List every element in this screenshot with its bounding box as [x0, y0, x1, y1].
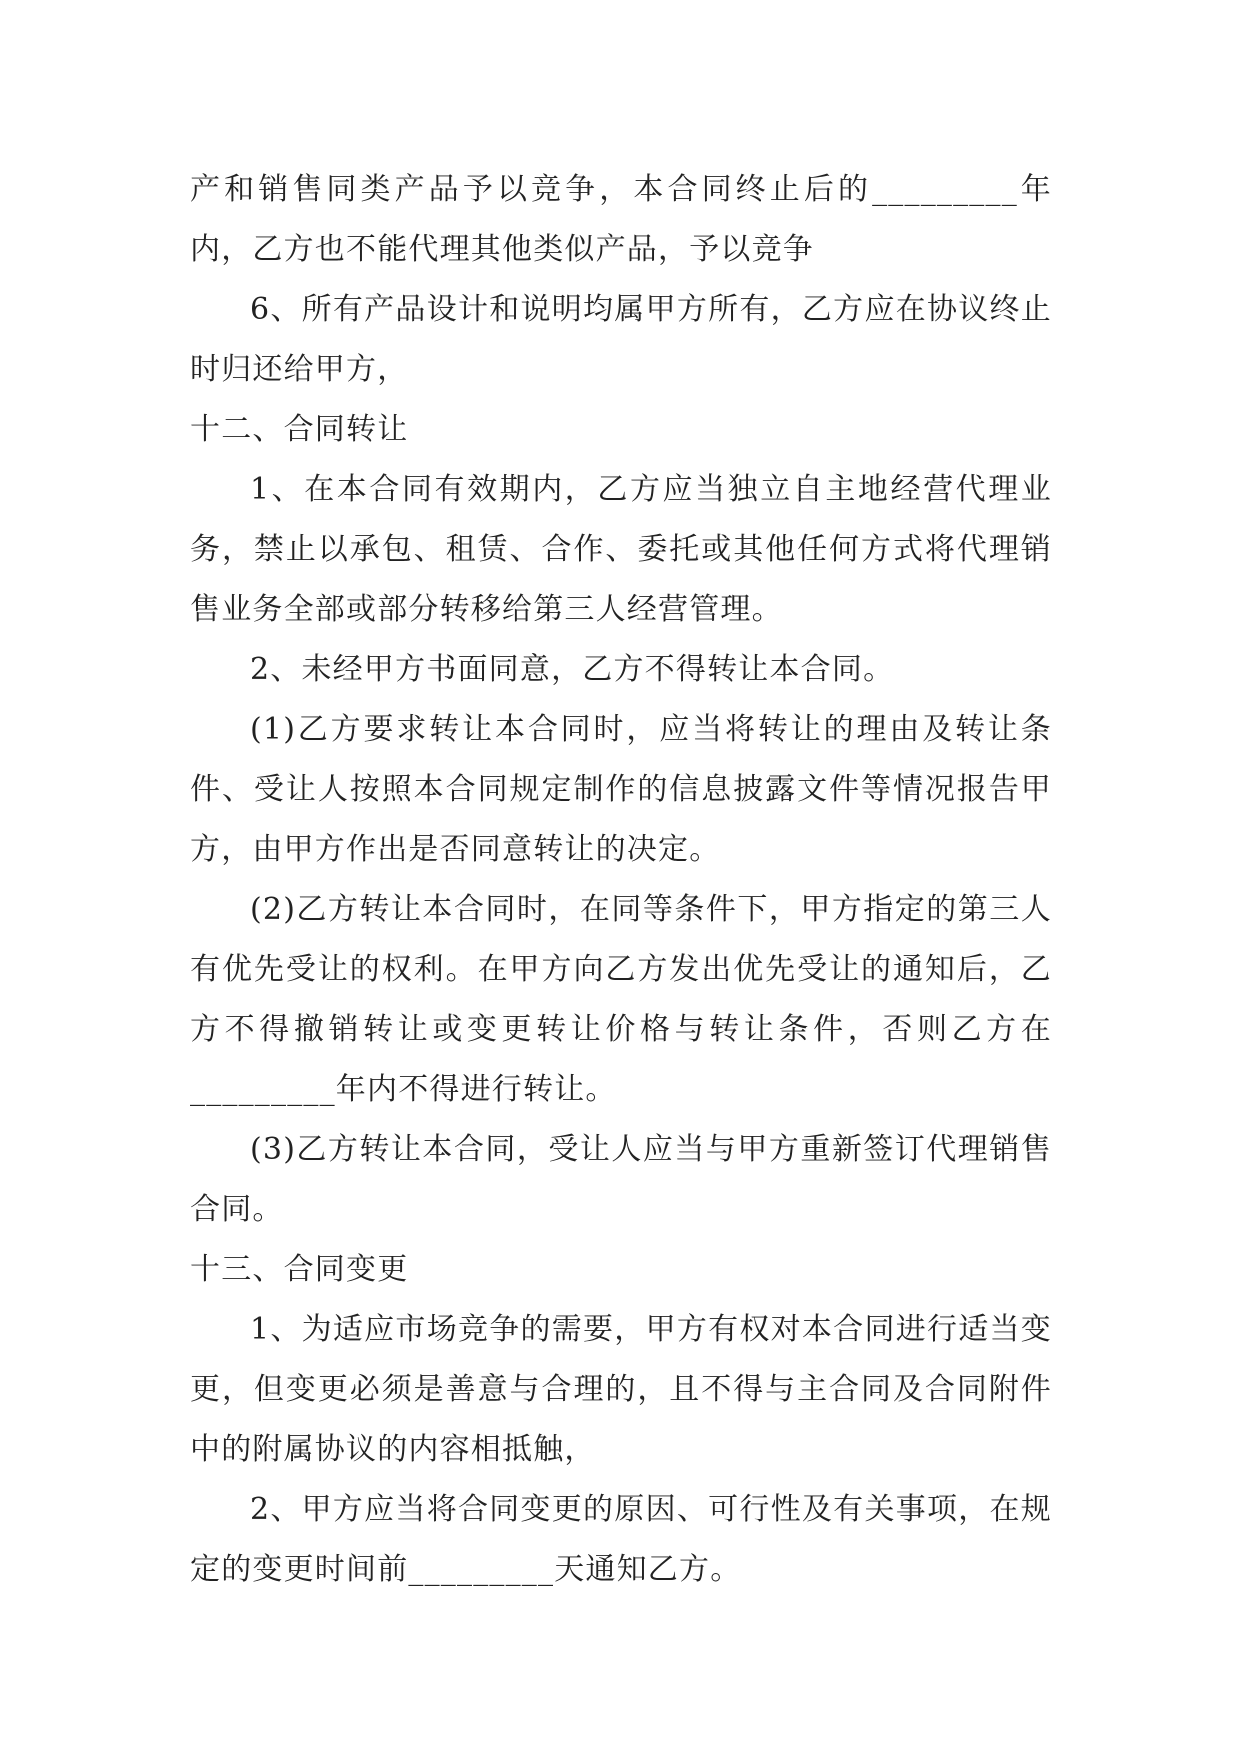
paragraph-clause-13-1: 1、为适应市场竞争的需要，甲方有权对本合同进行适当变更，但变更必须是善意与合理的，且不得与主合同及合同附件中的附属协议的内容相抵触，	[190, 1312, 1052, 1467]
section-heading-contract-transfer: 十二、合同转让	[190, 412, 409, 447]
paragraph-clause-12-1: 1、在本合同有效期内，乙方应当独立自主地经营代理业务，禁止以承包、租赁、合作、委托或其他任何方式将代理销售业务全部或部分转移给第三人经营管理。	[190, 472, 1052, 627]
contract-body	[190, 160, 1052, 1600]
paragraph-clause-12-2: 2、未经甲方书面同意，乙方不得转让本合同。	[250, 652, 895, 687]
paragraph-clause-6-designs: 6、所有产品设计和说明均属甲方所有，乙方应在协议终止时归还给甲方，	[190, 292, 1052, 387]
paragraph-clause-12-2-1: (1)乙方要求转让本合同时，应当将转让的理由及转让条件、受让人按照本合同规定制作的信息披露文件等情况报告甲方，由甲方作出是否同意转让的决定。	[190, 712, 1052, 867]
paragraph-clause-13-2: 2、甲方应当将合同变更的原因、可行性及有关事项，在规定的变更时间前_________天通知乙方。	[190, 1492, 1052, 1587]
paragraph-competition-continuation: 产和销售同类产品予以竞争，本合同终止后的_________年内，乙方也不能代理其他类似产品，予以竞争	[190, 172, 1052, 267]
section-heading-contract-change: 十三、合同变更	[190, 1252, 409, 1287]
paragraph-clause-12-2-2: (2)乙方转让本合同时，在同等条件下，甲方指定的第三人有优先受让的权利。在甲方向乙方发出优先受让的通知后，乙方不得撤销转让或变更转让价格与转让条件，否则乙方在 _________年内不得进行转让。	[190, 892, 1052, 1107]
paragraph-clause-12-2-3: (3)乙方转让本合同，受让人应当与甲方重新签订代理销售合同。	[190, 1132, 1052, 1227]
